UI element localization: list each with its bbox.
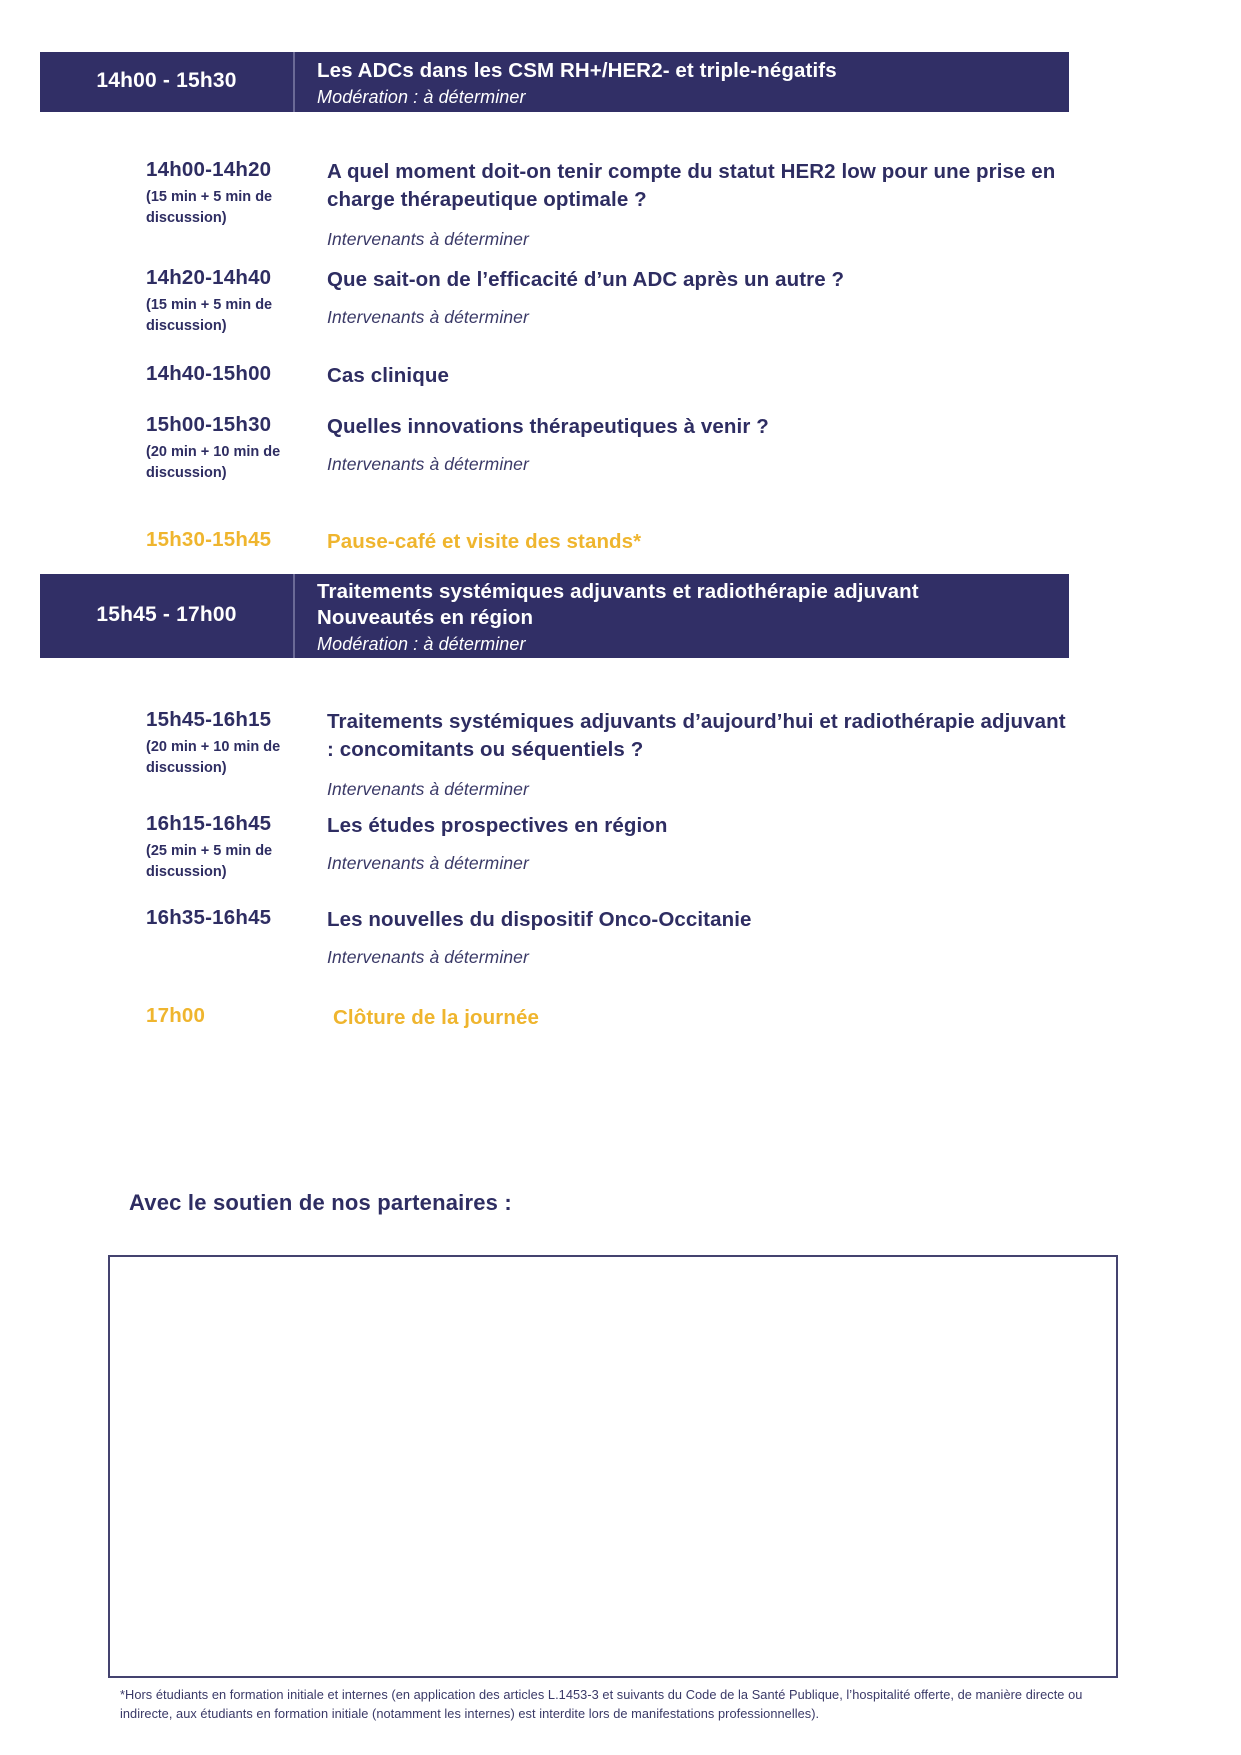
agenda-item-duration: (20 min + 10 min de discussion) [146,444,281,482]
session-title-line-2: Nouveautés en région [317,606,534,630]
session-title-line-1: Traitements systémiques adjuvants et radiothérapie adjuvant [317,579,919,603]
agenda-item-title: Quelles innovations thérapeutiques à venir ? [327,415,769,438]
agenda-item-body [327,266,1067,328]
agenda-item-time-column [146,528,321,552]
agenda-item-title: A quel moment doit-on tenir compte du statut HER2 low pour une prise en charge thérapeutique optimale ? [327,160,1056,211]
agenda-item-speakers: Intervenants à déterminer [327,946,529,967]
session-title: Les ADCs dans les CSM RH+/HER2- et triple-négatifs [317,59,837,83]
agenda-item-title: Traitements systémiques adjuvants d’aujourd’hui et radiothérapie adjuvant : concomitants ou séquentiels ? [327,710,1066,761]
agenda-item-duration: (15 min + 5 min de discussion) [146,189,273,227]
agenda-item-time: 15h00-15h30 [146,413,272,436]
footnote-text: *Hors étudiants en formation initiale et internes (en application des articles L.1453-3 et suivants du Code de la Santé Publique, l’hospitalité offerte, de manière directe ou indirecte, aux étudiants en formation initiale (notamment les internes) est interdite lors de manifestations professionnelles). [120,1687,1083,1721]
agenda-item-time: 16h35-16h45 [146,906,272,929]
agenda-item-duration: (15 min + 5 min de discussion) [146,297,273,335]
agenda-item-body [327,906,1067,968]
agenda-item-time-column [146,413,321,484]
session-time: 14h00 - 15h30 [96,69,237,92]
agenda-item-time-column [146,906,321,935]
session-moderation: Modération : à déterminer [317,633,526,654]
agenda-item-time-column [146,812,321,883]
session-title-cell [295,52,1069,112]
agenda-item-time: 15h30-15h45 [146,528,272,551]
agenda-item-time-column [146,1004,321,1028]
agenda-item-body [327,413,1067,475]
partners-logo-box [108,1255,1118,1678]
agenda-item-time: 14h20-14h40 [146,266,272,289]
agenda-item-speakers: Intervenants à déterminer [327,779,529,800]
session-title-cell [295,574,1069,658]
agenda-item-time-column [146,158,321,229]
agenda-item-body [327,812,1067,874]
agenda-item-title: Les études prospectives en région [327,814,668,837]
agenda-item-time: 14h40-15h00 [146,362,272,385]
session-time-cell [40,52,295,112]
agenda-item-title: Clôture de la journée [333,1006,539,1029]
session-time-cell [40,574,295,658]
agenda-item-body [327,158,1067,250]
session-moderation: Modération : à déterminer [317,86,526,107]
agenda-item-time: 14h00-14h20 [146,158,272,181]
agenda-item-time: 15h45-16h15 [146,708,272,731]
session-time: 15h45 - 17h00 [96,603,237,626]
agenda-item-body [333,1004,1073,1032]
agenda-item-title: Les nouvelles du dispositif Onco-Occitanie [327,908,752,931]
agenda-item-speakers: Intervenants à déterminer [327,229,529,250]
agenda-item-body [327,708,1067,800]
agenda-item-speakers: Intervenants à déterminer [327,453,529,474]
session-header-bar [40,52,1069,112]
agenda-item-time: 17h00 [146,1004,206,1027]
session-header-bar [40,574,1069,658]
partners-heading: Avec le soutien de nos partenaires : [129,1190,512,1215]
agenda-item-title: Que sait-on de l’efficacité d’un ADC après un autre ? [327,268,845,291]
agenda-item-title: Pause-café et visite des stands* [327,530,642,553]
agenda-item-title: Cas clinique [327,364,449,387]
agenda-item-duration: (25 min + 5 min de discussion) [146,843,273,881]
agenda-item-time-column [146,708,321,779]
agenda-item-time-column [146,362,321,391]
agenda-item-duration: (20 min + 10 min de discussion) [146,739,281,777]
agenda-item-body [327,528,1067,556]
agenda-item-speakers: Intervenants à déterminer [327,306,529,327]
agenda-item-time: 16h15-16h45 [146,812,272,835]
agenda-item-body [327,362,1067,390]
agenda-item-speakers: Intervenants à déterminer [327,852,529,873]
agenda-item-time-column [146,266,321,337]
